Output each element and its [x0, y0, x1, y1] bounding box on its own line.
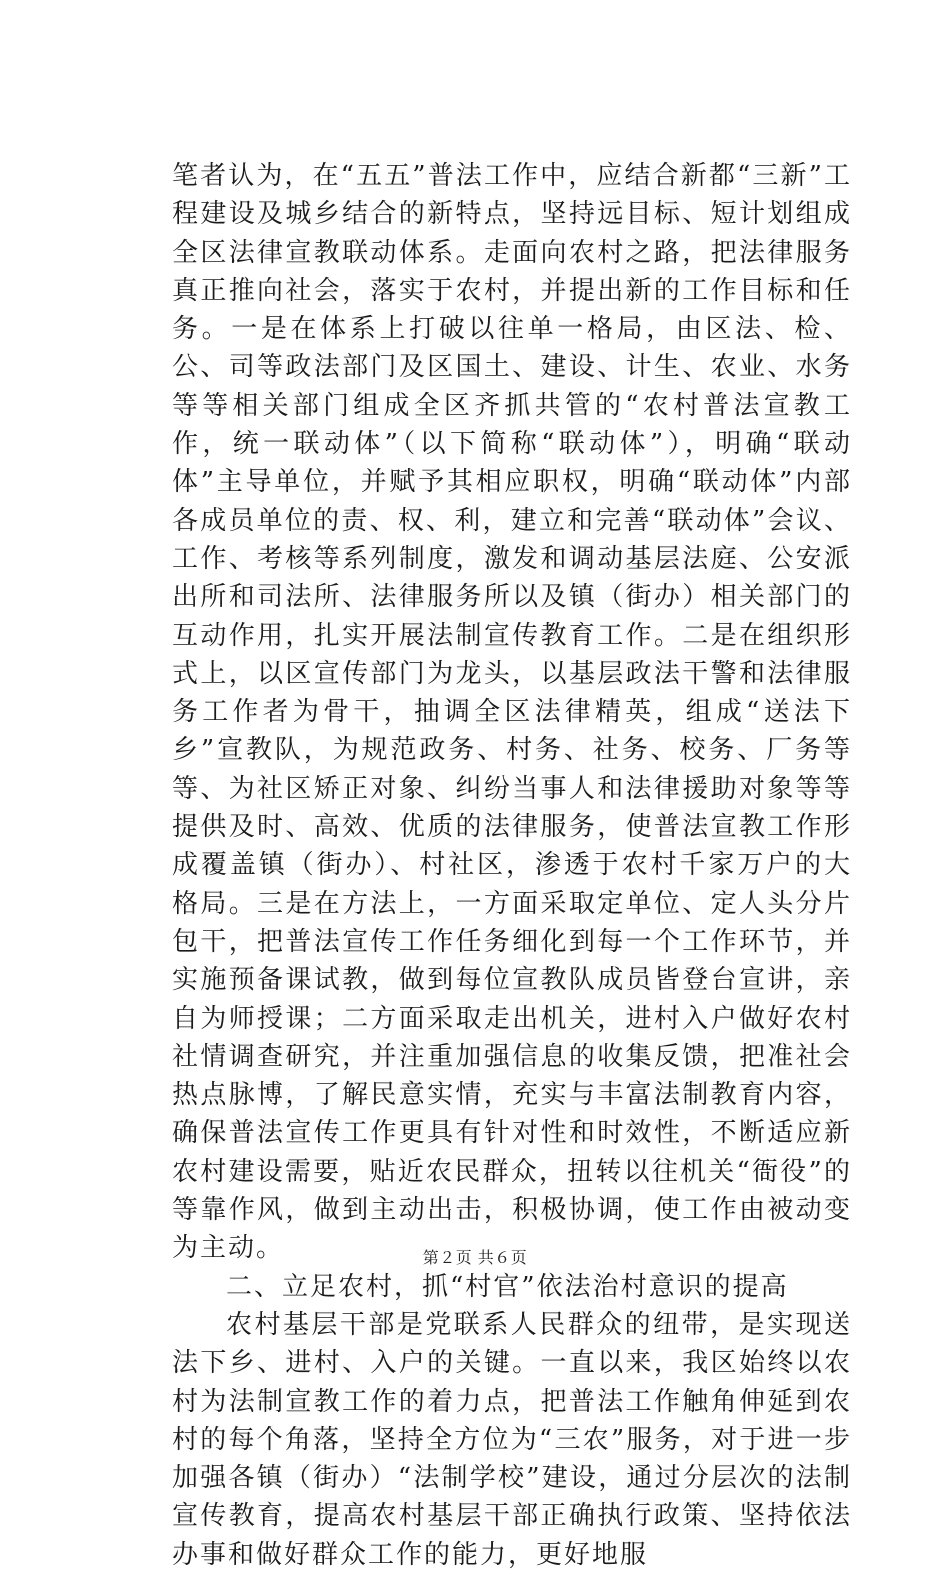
paragraph-rural-cadres: 农村基层干部是党联系人民群众的纽带，是实现送法下乡、进村、入户的关键。一直以来，我区始终以农村为法制宣教工作的着力点，把普法工作触角伸延到农村的每个角落，坚持全方位为“三农”服务，对于进一步加强各镇（街办）“法制学校”建设，通过分层次的法制宣传教育，提高农村基层干部正确执行政策、坚持依法办事和做好群众工作的能力，更好地服: [172, 1309, 852, 1570]
paragraph-strategy: 笔者认为，在“五五”普法工作中，应结合新都“三新”工程建设及城乡结合的新特点，坚持远目标、短计划组成全区法律宣教联动体系。走面向农村之路，把法律服务真正推向社会，落实于农村，并提出新的工作目标和任务。一是在体系上打破以往单一格局，由区法、检、公、司等政法部门及区国土、建设、计生、农业、水务等等相关部门组成全区齐抓共管的“农村普法宣教工作，统一联动体”（以下简称“联动体”），明确“联动体”主导单位，并赋予其相应职权，明确“联动体”内部各成员单位的责、权、利，建立和完善“联动体”会议、工作、考核等系列制度，激发和调动基层法庭、公安派出所和司法所、法律服务所以及镇（街办）相关部门的互动作用，扎实开展法制宣传教育工作。二是在组织形式上，以区宣传部门为龙头，以基层政法干警和法律服务工作者为骨干，抽调全区法律精英，组成“送法下乡”宣教队，为规范政务、村务、社务、校务、厂务等等、为社区矫正对象、纠纷当事人和法律援助对象等等提供及时、高效、优质的法律服务，使普法宣教工作形成覆盖镇（街办）、村社区，渗透于农村千家万户的大格局。三是在方法上，一方面采取定单位、定人头分片包干，把普法宣传工作任务细化到每一个工作环节，并实施预备课试教，做到每位宣教队成员皆登台宣讲，亲自为师授课；二方面采取走出机关，进村入户做好农村社情调查研究，并注重加强信息的收集反馈，把准社会热点脉博，了解民意实情，充实与丰富法制教育内容，确保普法宣传工作更具有针对性和时效性，不断适应新农村建设需要，贴近农民群众，扭转以往机关“衙役”的等靠作风，做到主动出击，积极协调，使工作由被动变为主动。: [172, 161, 852, 1264]
page-number-footer: 第２页 共６页: [422, 1248, 528, 1267]
section-heading: 二、立足农村，抓“村官”依法治村意识的提高: [226, 1271, 789, 1302]
body-text: [172, 157, 852, 1574]
